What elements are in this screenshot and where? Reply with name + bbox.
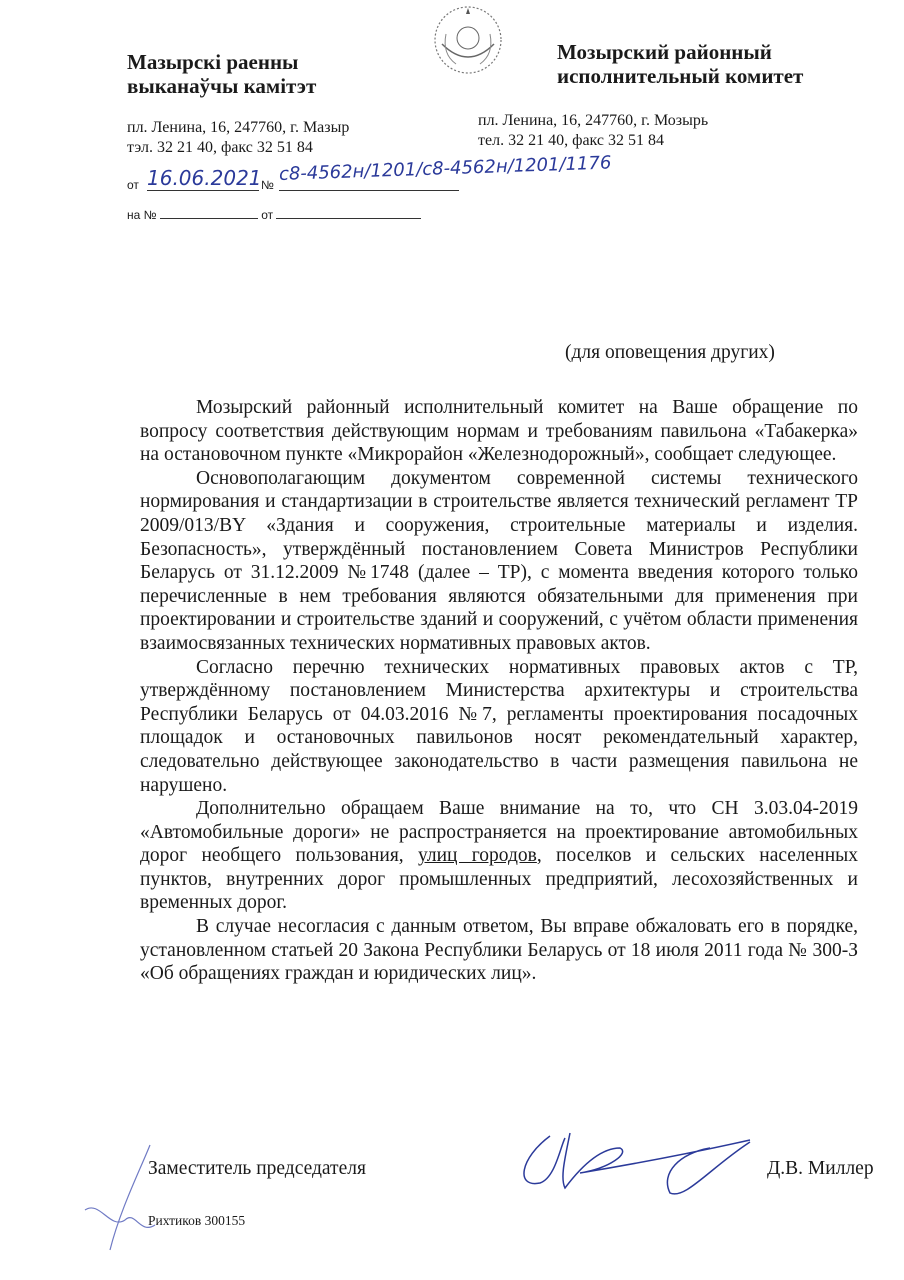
reply-date-blank [276,218,421,219]
right-org-line-2: исполнительный комитет [557,64,804,88]
paragraph-5: В случае несогласия с данным ответом, Вы вправе обжаловать его в порядке, установленном статьей 20 Закона Республики Беларусь от 18 июля 2011 года № 300-З «Об обращениях граждан и юридических лиц». [140,916,858,985]
executor-info: Рихтиков 300155 [148,1213,246,1228]
reply-number-blank [160,218,258,219]
number-underline [279,190,459,191]
paragraph-1: Мозырский районный исполнительный комитет на Ваше обращение по вопросу соответствия действующим нормам и требованиям павильона «Табакерка» на остановочном пункте «Микрорайон «Железнодорожный», сообщает следующее. [140,397,858,466]
paragraph-4-part-1: Дополнительно обращаем Ваше внимание на то, что СН 3.03.04-2019 «Автомобильные дороги» не распространяется на проектирование автомобильных дорог необщего пользования, [140,798,858,867]
coat-of-arms-emblem [432,4,504,76]
left-address [127,118,349,158]
outgoing-number: с8-4562н/1201/с8-4562н/1201/1176 [278,152,612,185]
right-address [478,111,708,151]
signer-name: Д.В. Миллер [767,1158,874,1179]
signer-position: Заместитель председателя [148,1158,366,1179]
right-address-line-2: тел. 32 21 40, факс 32 51 84 [478,132,665,149]
reply-reference-line [127,208,421,222]
paragraph-4-part-2: , поселков и сельских населенных пунктов, внутренних дорог промышленных предприятий, лесохозяйственных и временных дорог. [140,845,859,914]
outgoing-date: 16.06.2021 [147,166,262,190]
right-address-line-1: пл. Ленина, 16, 247760, г. Мозырь [478,112,709,129]
handwritten-signature [510,1128,770,1203]
paragraph-2: Основополагающим документом современной системы технического нормирования и стандартизации в строительстве является технический регламент ТР 2009/013/BY «Здания и сооружения, строительные материалы и изделия. Безопасность», утверждённый постановлением Совета Министров Республики Беларусь от 31.12.2009 №1748 (далее – ТР), с момента введения которого только перечисленные в нем требования являются обязательными для применения при проектировании и строительстве зданий и сооружений, с учётом области применения взаимосвязанных технических нормативных правовых актов. [140,467,858,654]
left-org-line-2: выканаўчы камітэт [127,74,317,98]
paragraph-3: Согласно перечню технических нормативных правовых актов с ТР, утверждённому постановлением Министерства архитектуры и строительства Республики Беларусь от 04.03.2016 №7, регламенты проектирования посадочных площадок и остановочных павильонов носят рекомендательный характер, следовательно действующее законодательство в части размещения павильона не нарушено. [140,656,858,796]
letter-body [140,396,858,986]
reply-from-label: от [261,208,274,222]
addressee: (для оповещения других) [565,342,775,363]
right-org-name [557,40,803,88]
from-label: от [127,178,139,192]
number-label: № [261,178,274,192]
reply-number-label: на № [127,208,157,222]
left-address-line-1: пл. Ленина, 16, 247760, г. Мазыр [127,119,350,136]
left-org-name [127,50,316,98]
paragraph-4 [140,797,858,915]
left-address-line-2: тэл. 32 21 40, факс 32 51 84 [127,139,313,156]
registration-line [127,152,727,194]
right-org-line-1: Мозырский районный [557,40,772,64]
paragraph-4-underlined: улиц городов [417,845,537,867]
left-org-line-1: Мазырскі раенны [127,50,299,74]
